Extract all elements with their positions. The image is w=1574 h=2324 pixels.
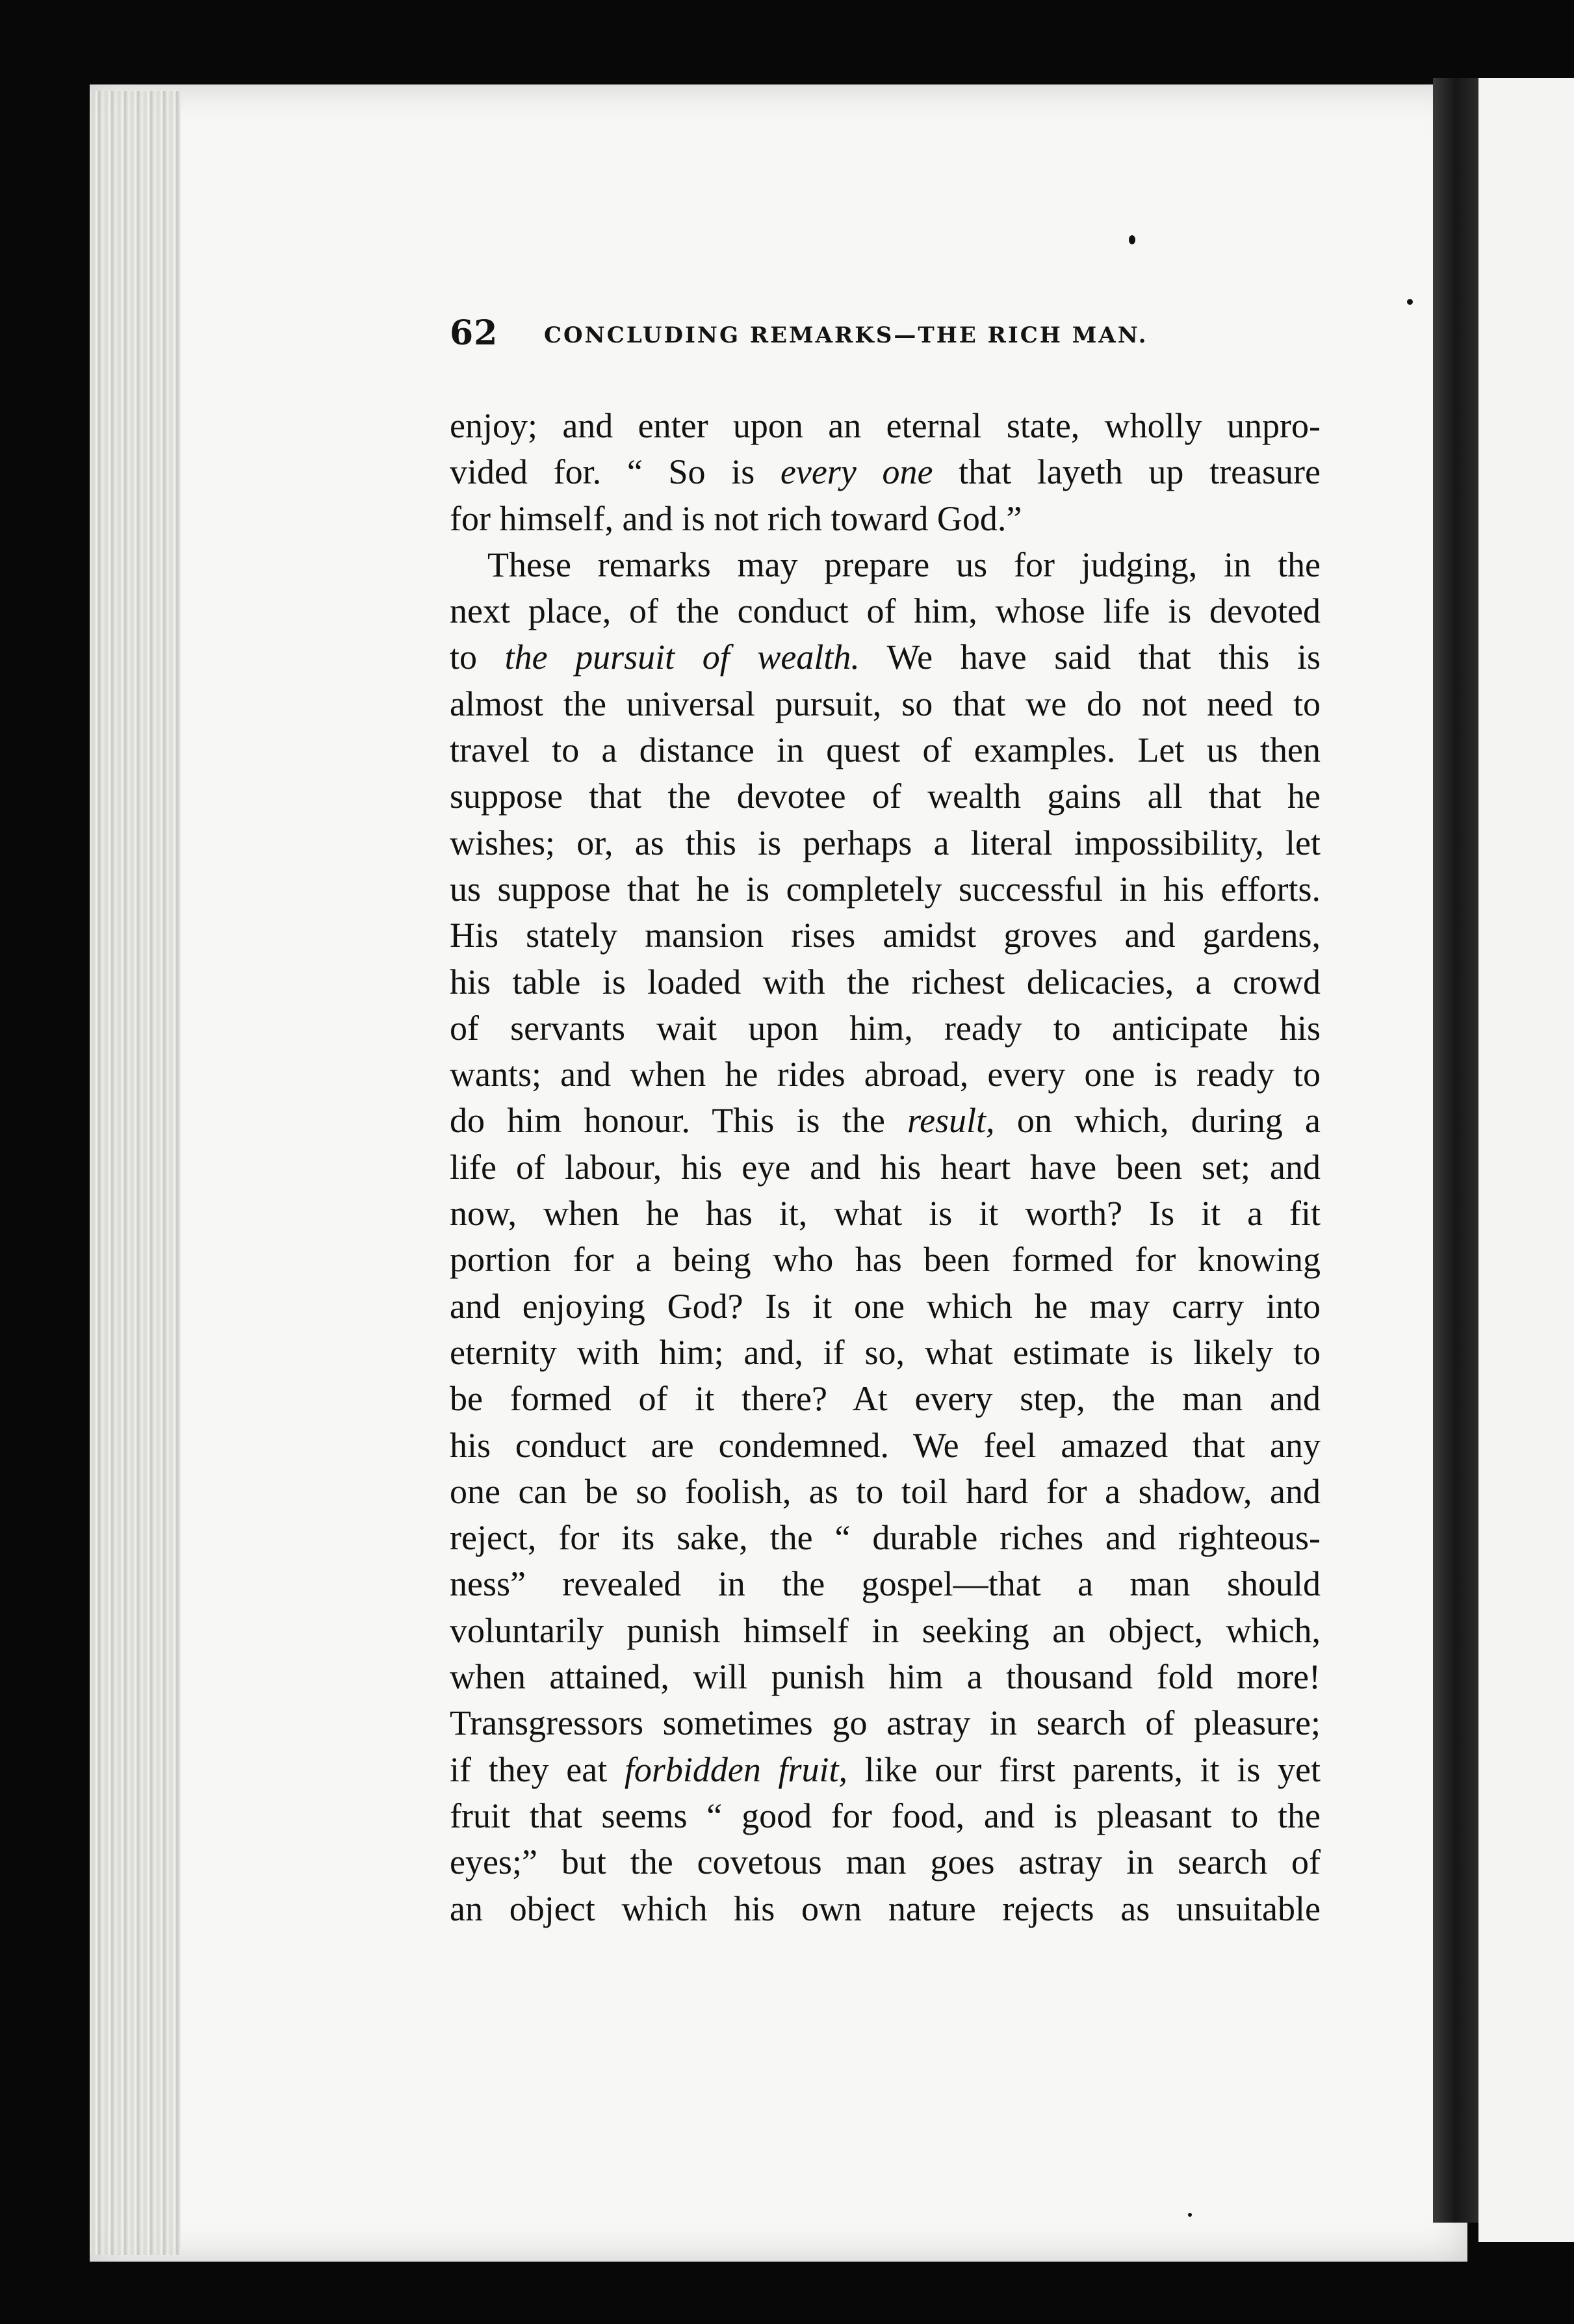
text-line: us suppose that he is completely successful in his efforts. — [450, 869, 1321, 909]
page-header — [450, 313, 1314, 365]
text-line: for himself, and is not rich toward God.” — [450, 498, 1022, 538]
text-line: eyes;” but the covetous man goes astray in search of — [450, 1842, 1321, 1882]
emphasis: forbidden fruit, — [624, 1749, 848, 1789]
emphasis: the pursuit of wealth. — [504, 638, 860, 677]
text-line: be formed of it there? At every step, the man and — [450, 1379, 1321, 1419]
emphasis: result, — [907, 1101, 995, 1141]
text-line: of servants wait upon him, ready to anticipate his — [450, 1008, 1321, 1048]
ink-speck — [1407, 299, 1413, 305]
page-number: 62 — [450, 313, 498, 353]
page-edge-shadow — [90, 91, 181, 2255]
text-line: now, when he has it, what is it worth? Is it a fit — [450, 1194, 1321, 1233]
text-line: voluntarily punish himself in seeking an object, which, — [450, 1610, 1321, 1650]
text-line: reject, for its sake, the “ durable riches and righteous- — [450, 1518, 1321, 1558]
text-line: almost the universal pursuit, so that we do not need to — [450, 684, 1321, 723]
text-line: ness” revealed in the gospel—that a man should — [450, 1564, 1321, 1604]
text-line: his conduct are condemned. We feel amazed that any — [450, 1425, 1321, 1465]
ink-speck — [1129, 235, 1135, 244]
text-line: travel to a distance in quest of examples. Let us then — [450, 730, 1321, 770]
text-run: vided for. “ So is — [450, 452, 781, 492]
text-line: next place, of the conduct of him, whose life is devoted — [450, 591, 1321, 631]
text-line: wishes; or, as this is perhaps a literal impossibility, let — [450, 823, 1321, 862]
text-line: portion for a being who has been formed for knowing — [450, 1240, 1321, 1280]
text-line: if they eat forbidden fruit, like our first parents, it is yet — [450, 1749, 1321, 1789]
text-line: Transgressors sometimes go astray in search of pleasure; — [450, 1703, 1321, 1743]
running-head: CONCLUDING REMARKS—THE RICH MAN. — [544, 322, 1148, 348]
text-line: his table is loaded with the richest delicacies, a crowd — [450, 962, 1321, 1001]
text-line: and enjoying God? Is it one which he may carry into — [450, 1286, 1321, 1326]
text-line: one can be so foolish, as to toil hard for a shadow, and — [450, 1471, 1321, 1511]
text-line: an object which his own nature rejects as unsuitable — [450, 1889, 1321, 1928]
text-line: These remarks may prepare us for judging, in the — [487, 545, 1321, 584]
text-line: life of labour, his eye and his heart have been set; and — [450, 1147, 1321, 1187]
text-line: enjoy; and enter upon an eternal state, wholly unpro- — [450, 406, 1321, 445]
text-line: His stately mansion rises amidst groves and gardens, — [450, 916, 1321, 955]
text-line: do him honour. This is the result, on which, during a — [450, 1101, 1321, 1141]
body-text — [450, 403, 1321, 1932]
facing-page-edge — [1478, 78, 1574, 2242]
ink-speck — [1188, 2213, 1192, 2217]
text-line: suppose that the devotee of wealth gains all that he — [450, 777, 1321, 816]
text-line: fruit that seems “ good for food, and is pleasant to the — [450, 1796, 1321, 1835]
book-gutter — [1433, 78, 1478, 2223]
text-line: eternity with him; and, if so, what estimate is likely to — [450, 1332, 1321, 1372]
emphasis: every one — [780, 452, 933, 492]
text-line: wants; and when he rides abroad, every one is ready to — [450, 1055, 1321, 1094]
text-line: vided for. “ So is every one that layeth up treasure — [450, 452, 1321, 492]
text-line: to the pursuit of wealth. We have said that this is — [450, 638, 1321, 677]
text-line: when attained, will punish him a thousand fold more! — [450, 1657, 1321, 1697]
